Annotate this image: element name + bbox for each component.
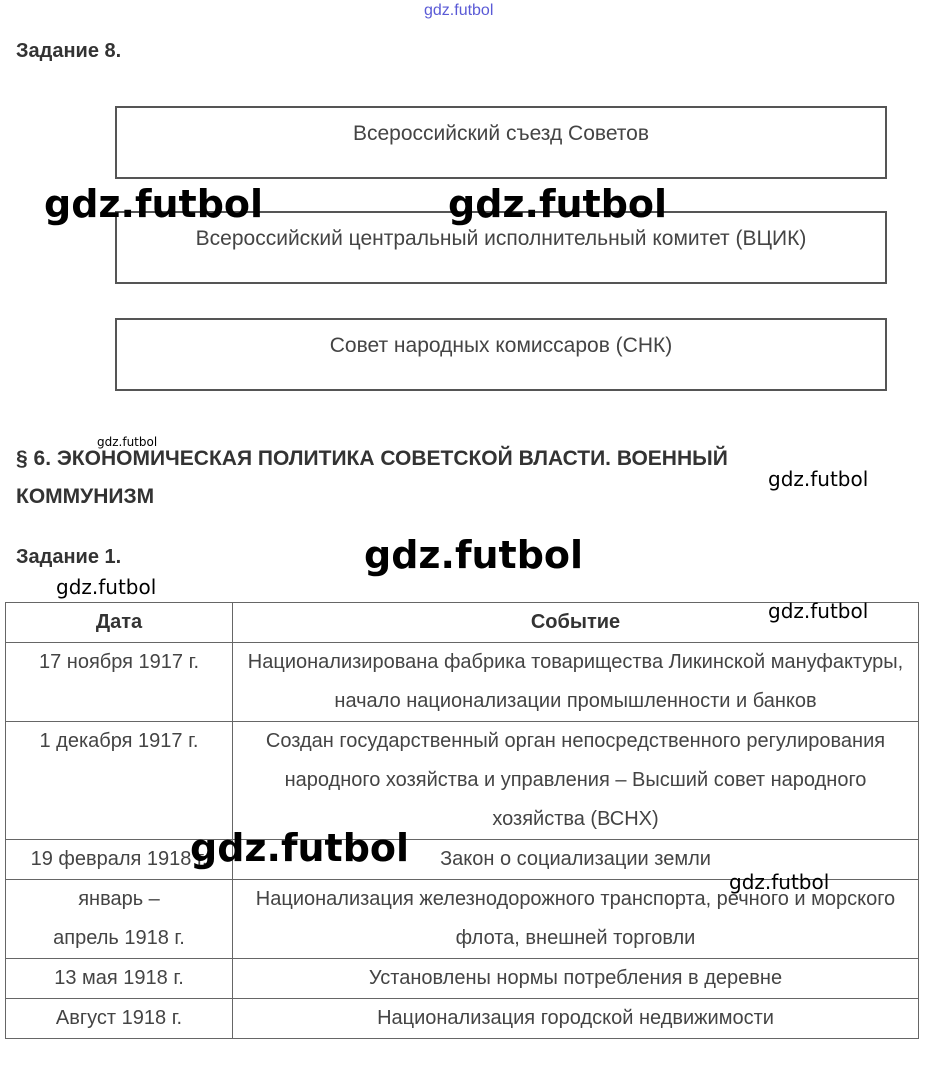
section-title-line1: § 6. ЭКОНОМИЧЕСКАЯ ПОЛИТИКА СОВЕТСКОЙ ВЛАСТИ. ВОЕННЫЙ (16, 447, 728, 470)
watermark: gdz.futbol (190, 826, 410, 870)
task1-title: Задание 1. (16, 546, 122, 568)
row-date: 19 февраля 1918 г. (6, 840, 233, 880)
row-date: 1 декабря 1917 г. (6, 722, 233, 840)
row-event: Установлены нормы потребления в деревне (233, 959, 919, 999)
box-vtsik-label: Всероссийский центральный исполнительный комитет (ВЦИК) (195, 227, 807, 250)
row-date: 17 ноября 1917 г. (6, 643, 233, 722)
table-row (6, 959, 919, 999)
watermark: gdz.futbol (768, 467, 869, 491)
box-congress (115, 106, 887, 179)
watermark: gdz.futbol (448, 182, 668, 226)
row-date: Август 1918 г. (6, 999, 233, 1039)
watermark: gdz.futbol (44, 182, 264, 226)
watermark: gdz.futbol (729, 870, 830, 894)
watermark-top: gdz.futbol (424, 2, 494, 19)
header-date: Дата (6, 603, 233, 643)
row-date: 13 мая 1918 г. (6, 959, 233, 999)
section-title-line2: КОММУНИЗМ (16, 485, 155, 508)
watermark: gdz.futbol (364, 533, 584, 577)
row-event: Национализирована фабрика товарищества Ликинской мануфактуры, начало национализации промышленности и банков (233, 643, 919, 722)
row-event: Национализация железнодорожного транспорта, речного и морского флота, внешней торговли (233, 880, 919, 959)
header-event: Событие (233, 603, 919, 643)
box-snk (115, 318, 887, 391)
row-event: Создан государственный орган непосредственного регулирования народного хозяйства и управления – Высший совет народного хозяйства (ВСНХ) (233, 722, 919, 840)
table-row (6, 722, 919, 840)
watermark: gdz.futbol (768, 599, 869, 623)
row-event: Закон о социализации земли (233, 840, 919, 880)
row-event: Национализация городской недвижимости (233, 999, 919, 1039)
watermark: gdz.futbol (97, 435, 158, 449)
section-title (16, 440, 856, 516)
row-date: январь – апрель 1918 г. (6, 880, 233, 959)
box-snk-label: Совет народных комиссаров (СНК) (329, 334, 673, 357)
box-congress-label: Всероссийский съезд Советов (352, 122, 650, 145)
events-table (5, 602, 919, 1039)
table-row (6, 643, 919, 722)
table-row (6, 999, 919, 1039)
watermark: gdz.futbol (56, 575, 157, 599)
task8-title: Задание 8. (16, 40, 122, 62)
